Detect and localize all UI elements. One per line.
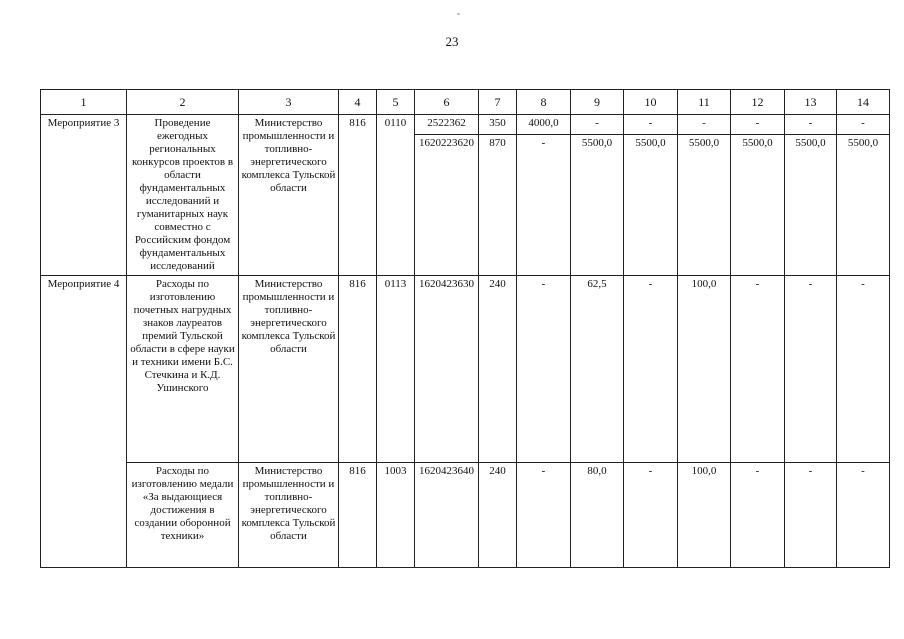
value-cell: 5500,0 — [624, 135, 678, 276]
expense-type-code: 870 — [479, 135, 517, 276]
activity-description: Расходы по изготовлению медали «За выдающиеся достижения в создании оборонной техники» — [127, 463, 239, 568]
value-cell: - — [678, 115, 731, 135]
activity-executor: Министерство промышленности и топливно-энергетического комплекса Тульской области — [239, 115, 339, 276]
value-cell: - — [624, 115, 678, 135]
section-code: 1003 — [377, 463, 415, 568]
value-cell: - — [731, 276, 785, 463]
column-header: 5 — [377, 90, 415, 115]
column-header: 2 — [127, 90, 239, 115]
column-header: 3 — [239, 90, 339, 115]
value-cell: 62,5 — [571, 276, 624, 463]
value-cell: - — [517, 276, 571, 463]
section-code: 0110 — [377, 115, 415, 276]
scan-speck — [457, 13, 460, 15]
expense-type-code: 240 — [479, 276, 517, 463]
value-cell: 4000,0 — [517, 115, 571, 135]
value-cell: - — [624, 463, 678, 568]
activity-description: Проведение ежегодных региональных конкурсов проектов в области фундаментальных исследований и гуманитарных наук совместно с Российским фондом фундаментальных исследований — [127, 115, 239, 276]
budget-table — [40, 89, 890, 568]
table-row — [41, 115, 890, 135]
table-row — [41, 463, 890, 568]
value-cell: 100,0 — [678, 276, 731, 463]
activity-executor: Министерство промышленности и топливно-энергетического комплекса Тульской области — [239, 463, 339, 568]
value-cell: - — [731, 115, 785, 135]
header-row — [41, 90, 890, 115]
column-header: 12 — [731, 90, 785, 115]
column-header: 4 — [339, 90, 377, 115]
value-cell: 5500,0 — [678, 135, 731, 276]
column-header: 7 — [479, 90, 517, 115]
target-article-code: 1620423640 — [415, 463, 479, 568]
value-cell: - — [624, 276, 678, 463]
activity-executor: Министерство промышленности и топливно-энергетического комплекса Тульской области — [239, 276, 339, 463]
grbs-code: 816 — [339, 276, 377, 463]
section-code: 0113 — [377, 276, 415, 463]
value-cell: - — [837, 115, 890, 135]
value-cell: - — [517, 463, 571, 568]
value-cell: 5500,0 — [785, 135, 837, 276]
value-cell: - — [785, 115, 837, 135]
grbs-code: 816 — [339, 463, 377, 568]
activity-name: Мероприятие 4 — [41, 276, 127, 568]
grbs-code: 816 — [339, 115, 377, 276]
column-header: 9 — [571, 90, 624, 115]
value-cell: 5500,0 — [571, 135, 624, 276]
column-header: 6 — [415, 90, 479, 115]
value-cell: 5500,0 — [731, 135, 785, 276]
column-header: 1 — [41, 90, 127, 115]
value-cell: 5500,0 — [837, 135, 890, 276]
target-article-code: 1620423630 — [415, 276, 479, 463]
value-cell: - — [785, 276, 837, 463]
value-cell: - — [837, 463, 890, 568]
target-article-code: 2522362 — [415, 115, 479, 135]
value-cell: 100,0 — [678, 463, 731, 568]
value-cell: - — [731, 463, 785, 568]
table-row — [41, 276, 890, 463]
value-cell: - — [571, 115, 624, 135]
expense-type-code: 350 — [479, 115, 517, 135]
target-article-code: 1620223620 — [415, 135, 479, 276]
column-header: 13 — [785, 90, 837, 115]
value-cell: - — [837, 276, 890, 463]
value-cell: - — [785, 463, 837, 568]
page-number: 23 — [445, 34, 459, 49]
activity-name: Мероприятие 3 — [41, 115, 127, 276]
expense-type-code: 240 — [479, 463, 517, 568]
column-header: 8 — [517, 90, 571, 115]
column-header: 14 — [837, 90, 890, 115]
value-cell: 80,0 — [571, 463, 624, 568]
column-header: 11 — [678, 90, 731, 115]
value-cell: - — [517, 135, 571, 276]
activity-description: Расходы по изготовлению почетных нагрудных знаков лауреатов премий Тульской области в сфере науки и техники имени Б.С. Стечкина и К.Д. Ушинского — [127, 276, 239, 463]
column-header: 10 — [624, 90, 678, 115]
